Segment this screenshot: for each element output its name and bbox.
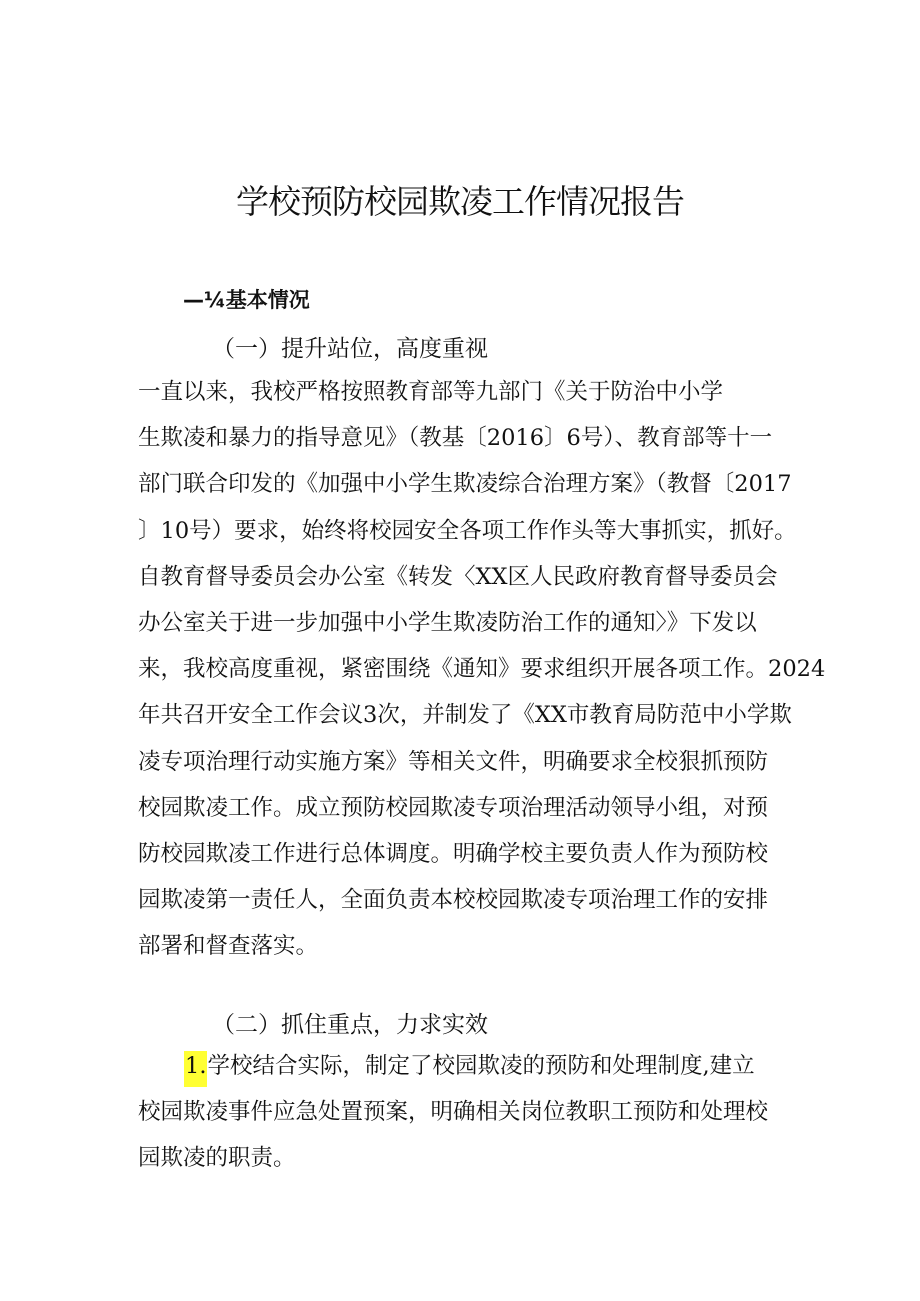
highlighted-item-number: 1. xyxy=(184,1051,207,1087)
paragraph-line: 办公室关于进一步加强中小学生欺凌防治工作的通知〉》下发以 xyxy=(138,609,757,636)
paragraph-line xyxy=(138,1043,788,1089)
paragraph-line: 部署和督查落实。 xyxy=(138,933,319,960)
paragraph-line: 园欺凌的职责。 xyxy=(138,1145,296,1172)
paragraph-2 xyxy=(138,1043,788,1182)
subsection-heading-1: （一）提升站位，高度重视 xyxy=(212,336,488,362)
paragraph-line: 一直以来，我校严格按照教育部等九部门《关于防治中小学 xyxy=(138,379,724,405)
document-title: 学校预防校园欺凌工作情况报告 xyxy=(236,182,684,221)
paragraph-1 xyxy=(138,369,826,969)
paragraph-line: 〕10号）要求，始终将校园安全各项工作作头等大事抓实，抓好。 xyxy=(138,517,797,544)
section-heading-basic-situation: —¼基本情况 xyxy=(183,288,310,312)
paragraph-line: 年共召开安全工作会议3次，并制发了《XX市教育局防范中小学欺 xyxy=(138,702,792,729)
subsection-heading-2: （二）抓住重点，力求实效 xyxy=(212,1012,488,1038)
paragraph-line: 校园欺凌事件应急处置预案，明确相关岗位教职工预防和处理校 xyxy=(138,1099,769,1126)
paragraph-line: 生欺凌和暴力的指导意见》（教基〔2016〕6号）、教育部等十一 xyxy=(138,425,773,452)
item-text: 学校结合实际，制定了校园欺凌的预防和处理制度,建立 xyxy=(207,1053,755,1079)
paragraph-line: 防校园欺凌工作进行总体调度。明确学校主要负责人作为预防校 xyxy=(138,840,769,867)
paragraph-line: 园欺凌第一责任人，全面负责本校校园欺凌专项治理工作的安排 xyxy=(138,887,769,914)
paragraph-line: 校园欺凌工作。成立预防校园欺凌专项治理活动领导小组，对预 xyxy=(138,794,769,821)
paragraph-line: 来，我校高度重视，紧密围绕《通知》要求组织开展各项工作。2024 xyxy=(138,656,826,683)
paragraph-line: 自教育督导委员会办公室《转发〈XX区人民政府教育督导委员会 xyxy=(138,563,778,590)
paragraph-line: 凌专项治理行动实施方案》等相关文件，明确要求全校狠抓预防 xyxy=(138,748,769,775)
paragraph-line: 部门联合印发的《加强中小学生欺凌综合治理方案》（教督〔2017 xyxy=(138,471,792,498)
